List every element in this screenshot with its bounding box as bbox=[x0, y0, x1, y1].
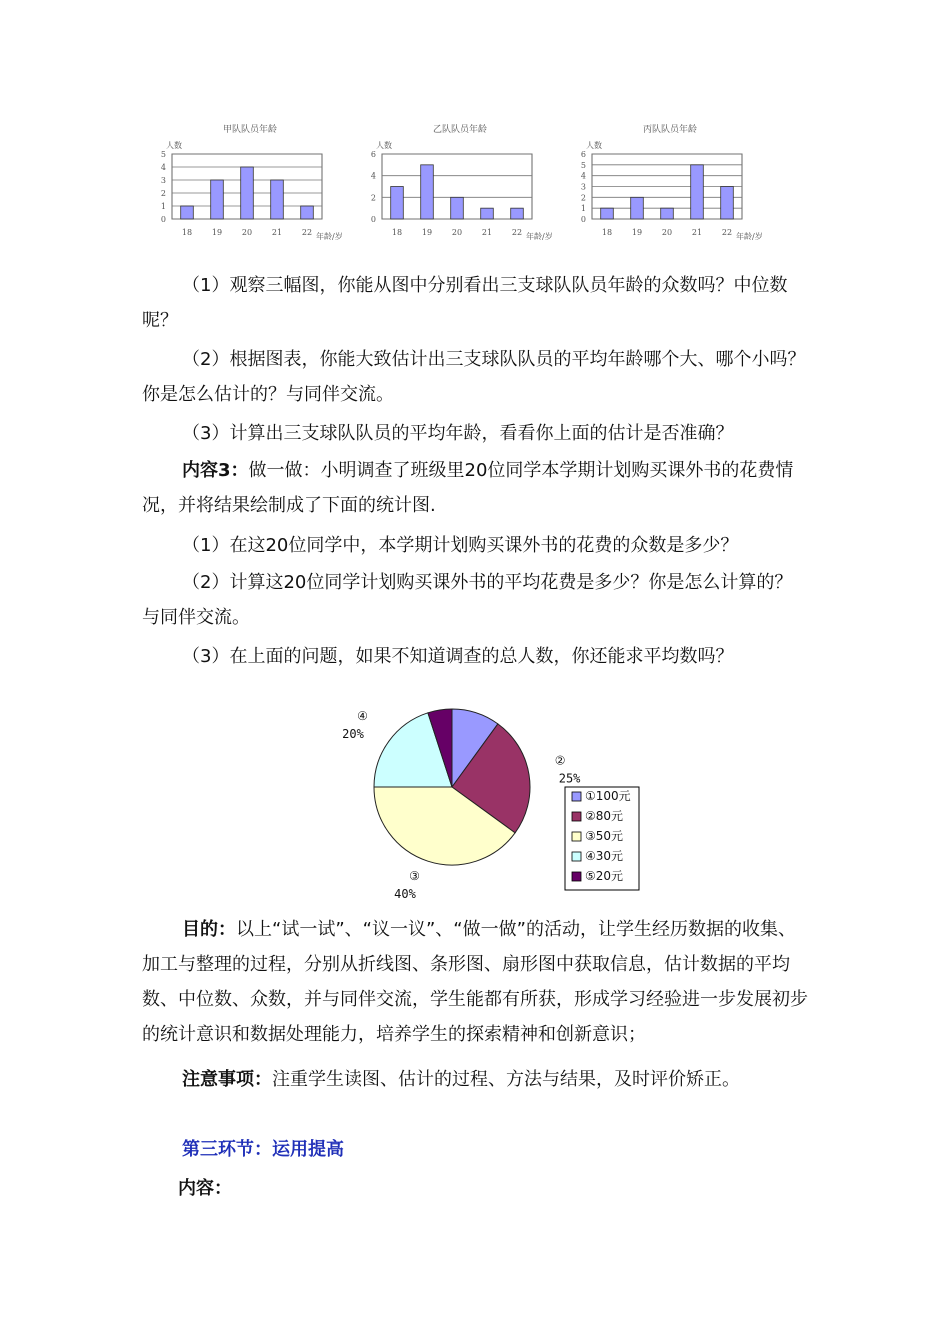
legend-swatch bbox=[572, 832, 581, 841]
pie-percent-label: 40% bbox=[394, 886, 416, 900]
legend-label: ①100元 bbox=[585, 789, 631, 803]
bars bbox=[391, 165, 524, 219]
y-tick-label: 4 bbox=[580, 171, 586, 181]
pie-marker-label: ④ bbox=[357, 708, 368, 723]
legend-swatch bbox=[572, 812, 581, 821]
x-tick-label: 21 bbox=[271, 228, 283, 237]
y-tick-label: 0 bbox=[370, 215, 376, 224]
x-tick-label: 18 bbox=[181, 228, 193, 237]
x-tick-label: 22 bbox=[301, 228, 313, 237]
x-axis-label: 年龄/岁 bbox=[736, 232, 763, 241]
bar-chart-team-a bbox=[150, 118, 350, 243]
content-label: 内容： bbox=[178, 1178, 232, 1199]
x-ticks bbox=[182, 228, 312, 237]
purpose-paragraph bbox=[142, 912, 810, 1052]
y-tick-label: 1 bbox=[580, 204, 586, 214]
bar bbox=[511, 208, 524, 219]
bar bbox=[181, 206, 194, 219]
question-1: （1）观察三幅图，你能从图中分别看出三支球队队员年龄的众数吗？中位数呢？ bbox=[142, 275, 788, 331]
question-3: （3）计算出三支球队队员的平均年龄，看看你上面的估计是否准确？ bbox=[182, 423, 734, 444]
notes-label: 注意事项： bbox=[182, 1069, 272, 1090]
purpose-label: 目的： bbox=[182, 919, 236, 940]
legend-label: ④30元 bbox=[585, 849, 624, 863]
question-2: （2）根据图表，你能大致估计出三支球队队员的平均年龄哪个大、哪个小吗？你是怎么估计的？与同伴交流。 bbox=[142, 349, 806, 405]
x-ticks bbox=[602, 228, 732, 237]
x-tick-label: 18 bbox=[601, 228, 613, 237]
y-tick-label: 4 bbox=[160, 163, 166, 172]
bar bbox=[631, 197, 644, 219]
y-axis-label: 人数 bbox=[376, 141, 392, 150]
problem-3: （3）在上面的问题，如果不知道调查的总人数，你还能求平均数吗？ bbox=[182, 646, 734, 667]
problem-1: （1）在这20位同学中，本学期计划购买课外书的花费的众数是多少？ bbox=[182, 535, 739, 556]
x-tick-label: 21 bbox=[691, 228, 703, 237]
y-axis-label: 人数 bbox=[166, 141, 182, 150]
content-3-label: 内容3： bbox=[182, 460, 249, 481]
bar bbox=[391, 187, 404, 220]
x-tick-label: 20 bbox=[241, 228, 253, 237]
bar bbox=[211, 180, 224, 219]
y-tick-label: 2 bbox=[580, 193, 586, 203]
y-tick-label: 5 bbox=[160, 150, 166, 159]
bars bbox=[601, 165, 734, 219]
x-axis-label: 年龄/岁 bbox=[316, 232, 343, 241]
x-tick-label: 19 bbox=[631, 228, 643, 237]
bar bbox=[661, 208, 674, 219]
legend-swatch bbox=[572, 872, 581, 881]
pie-marker-label: ③ bbox=[409, 868, 420, 883]
x-tick-label: 20 bbox=[661, 228, 673, 237]
chart-title: 丙队队员年龄 bbox=[642, 125, 698, 135]
bar bbox=[421, 165, 434, 219]
problem-2: （2）计算这20位同学计划购买课外书的平均花费是多少？你是怎么计算的？与同伴交流。 bbox=[142, 572, 793, 628]
bar bbox=[451, 197, 464, 219]
x-tick-label: 20 bbox=[451, 228, 463, 237]
notes-text: 注重学生读图、估计的过程、方法与结果，及时评价矫正。 bbox=[272, 1069, 740, 1090]
content-3-text: 做一做：小明调查了班级里20位同学本学期计划购买课外书的花费情况，并将结果绘制成了下面的统计图. bbox=[142, 460, 794, 516]
chart-title: 乙队队员年龄 bbox=[432, 125, 488, 135]
legend-label: ②80元 bbox=[585, 809, 624, 823]
legend-swatch bbox=[572, 792, 581, 801]
content-3-paragraph bbox=[142, 453, 810, 523]
y-tick-label: 4 bbox=[370, 171, 376, 181]
bar bbox=[721, 187, 734, 220]
pie-chart bbox=[325, 690, 655, 900]
section-heading: 第三环节：运用提高 bbox=[182, 1139, 344, 1160]
y-tick-label: 6 bbox=[370, 150, 376, 159]
x-tick-label: 21 bbox=[481, 228, 493, 237]
pie-slices bbox=[374, 709, 530, 865]
x-ticks bbox=[392, 228, 522, 237]
y-tick-label: 0 bbox=[160, 215, 166, 224]
y-tick-label: 3 bbox=[580, 182, 586, 192]
bar bbox=[271, 180, 284, 219]
x-tick-label: 22 bbox=[511, 228, 523, 237]
bar bbox=[481, 208, 494, 219]
bar bbox=[301, 206, 314, 219]
y-tick-label: 3 bbox=[160, 176, 166, 185]
y-axis-label: 人数 bbox=[586, 141, 602, 150]
y-tick-label: 6 bbox=[580, 150, 586, 159]
y-tick-label: 2 bbox=[160, 189, 166, 198]
pie-percent-label: 25% bbox=[558, 771, 581, 786]
bar bbox=[241, 167, 254, 219]
x-axis-label: 年龄/岁 bbox=[526, 232, 553, 241]
bar bbox=[691, 165, 704, 219]
bar-chart-team-c bbox=[570, 118, 780, 243]
x-tick-label: 22 bbox=[721, 228, 733, 237]
legend-swatch bbox=[572, 852, 581, 861]
y-tick-label: 2 bbox=[370, 193, 376, 203]
notes-paragraph bbox=[142, 1062, 810, 1097]
x-tick-label: 19 bbox=[421, 228, 433, 237]
y-tick-label: 0 bbox=[580, 215, 586, 224]
pie-marker-label: ② bbox=[554, 753, 566, 768]
y-tick-label: 5 bbox=[580, 160, 586, 170]
y-tick-label: 1 bbox=[160, 202, 166, 211]
purpose-text: 以上“试一试”、“议一议”、“做一做”的活动，让学生经历数据的收集、加工与整理的过程，分别从折线图、条形图、扇形图中获取信息，估计数据的平均数、中位数、众数，并与同伴交流，学生能都有所获，形成学习经验进一步发展初步的统计意识和数据处理能力，培养学生的探索精神和创新意识； bbox=[142, 919, 808, 1045]
chart-title: 甲队队员年龄 bbox=[222, 125, 278, 135]
legend-label: ③50元 bbox=[585, 829, 624, 843]
pie-percent-label: 20% bbox=[342, 726, 364, 741]
bar bbox=[601, 208, 614, 219]
x-tick-label: 19 bbox=[211, 228, 223, 237]
legend-label: ⑤20元 bbox=[585, 869, 624, 883]
bar-chart-team-b bbox=[360, 118, 570, 243]
x-tick-label: 18 bbox=[391, 228, 403, 237]
